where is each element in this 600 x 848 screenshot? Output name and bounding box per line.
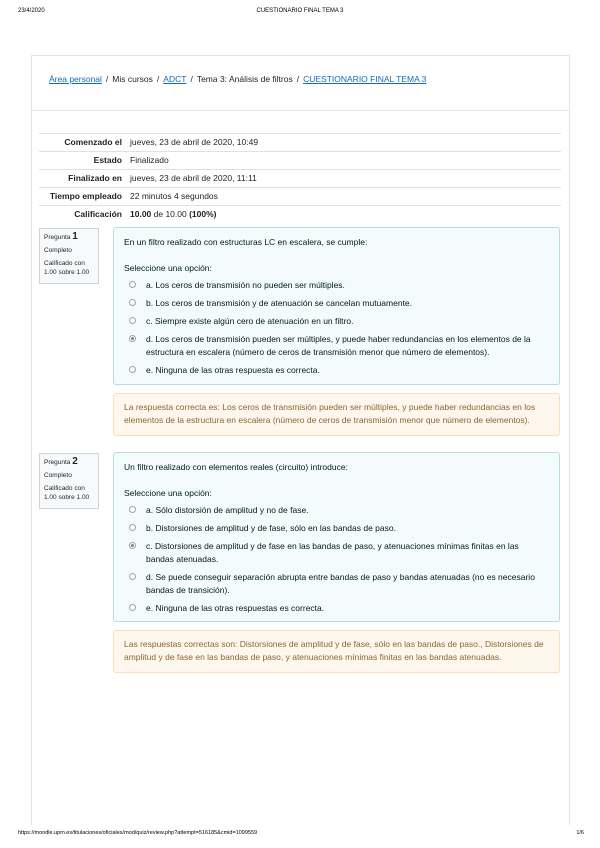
feedback-text: Las respuestas correctas son: Distorsiones de amplitud y de fase, sólo en las bandas de paso., Distorsiones de amplitud y de fase en las bandas de paso, y atenuaciones mínimas finitas en las bandas atenuadas. — [124, 639, 544, 662]
question-text: En un filtro realizado con estructuras LC en escalera, se cumple: — [124, 237, 368, 247]
grade-score: 10.00 — [130, 209, 152, 219]
breadcrumb-course[interactable]: ADCT — [163, 74, 187, 84]
answer-option-label: b. Los ceros de transmisión y de atenuación se cancelan mutuamente. — [146, 298, 413, 308]
print-title: CUESTIONARIO FINAL TEMA 3 — [256, 8, 344, 14]
answer-option-a[interactable] — [124, 279, 549, 292]
attempt-summary-table — [39, 133, 561, 223]
radio-button[interactable] — [129, 317, 136, 324]
breadcrumb-mis-cursos: Mis cursos — [112, 74, 153, 84]
question-number-value: 2 — [72, 456, 78, 467]
answer-option-label: c. Distorsiones de amplitud y de fase en las bandas de paso, y atenuaciones mínimas finitas en las bandas atenuadas. — [146, 541, 519, 564]
radio-button[interactable] — [129, 573, 136, 580]
answer-option-d[interactable] — [124, 571, 549, 597]
summary-row-started — [39, 134, 561, 152]
answer-prompt: Seleccione una opción: — [124, 488, 212, 498]
summary-row-finished — [39, 170, 561, 188]
answer-option-label: c. Siempre existe algún cero de atenuación en un filtro. — [146, 316, 354, 326]
breadcrumb-container — [31, 55, 570, 111]
question-number-value: 1 — [72, 231, 78, 242]
answer-option-label: d. Los ceros de transmisión pueden ser múltiples, y puede haber redundancias en los elementos de la estructura en escalera (número de ceros de transmisión menor que número de elementos). — [146, 334, 531, 357]
summary-value — [126, 206, 561, 224]
answer-option-e[interactable] — [124, 364, 549, 377]
print-url: https://moodle.upm.es/titulaciones/oficiales/mod/quiz/review.php?attempt=516185&cmid=1099559 — [18, 830, 258, 836]
question-text: Un filtro realizado con elementos reales (circuito) introduce: — [124, 462, 348, 472]
question-2-content — [113, 452, 560, 622]
summary-label: Finalizado en — [39, 170, 126, 188]
answer-option-label: b. Distorsiones de amplitud y de fase, sólo en las bandas de paso. — [146, 523, 396, 533]
breadcrumb-tema: Tema 3: Análisis de filtros — [196, 74, 293, 84]
summary-row-grade — [39, 206, 561, 224]
grade-percent: (100%) — [189, 209, 217, 219]
answer-option-b[interactable] — [124, 297, 549, 310]
question-1-feedback — [113, 393, 560, 436]
answer-option-e[interactable] — [124, 602, 549, 615]
answer-option-label: e. Ninguna de las otras respuestas es correcta. — [146, 603, 325, 613]
question-1-info — [39, 228, 99, 284]
summary-row-time — [39, 188, 561, 206]
summary-value: 22 minutos 4 segundos — [126, 188, 561, 206]
question-label: Pregunta — [44, 459, 71, 466]
summary-label: Calificación — [39, 206, 126, 224]
summary-value: jueves, 23 de abril de 2020, 11:11 — [126, 170, 561, 188]
grade-rest: de 10.00 — [151, 209, 190, 219]
breadcrumb: Área personal / Mis cursos / ADCT / Tema 3: Análisis de filtros / CUESTIONARIO FINAL TEMA 3 — [49, 74, 427, 84]
summary-label: Tiempo empleado — [39, 188, 126, 206]
question-label: Pregunta — [44, 234, 71, 241]
radio-button[interactable] — [129, 366, 136, 373]
radio-button[interactable] — [129, 524, 136, 531]
summary-value: Finalizado — [126, 152, 561, 170]
summary-label: Estado — [39, 152, 126, 170]
question-2-feedback — [113, 630, 560, 673]
print-page-number: 1/6 — [576, 830, 584, 836]
answer-option-c[interactable] — [124, 315, 549, 328]
question-number — [44, 232, 94, 242]
radio-button[interactable] — [129, 506, 136, 513]
question-mark: Calificado con 1.00 sobre 1.00 — [44, 485, 90, 501]
breadcrumb-quiz[interactable]: CUESTIONARIO FINAL TEMA 3 — [303, 74, 427, 84]
summary-value: jueves, 23 de abril de 2020, 10:49 — [126, 134, 561, 152]
answer-option-label: e. Ninguna de las otras respuesta es correcta. — [146, 365, 320, 375]
answer-option-b[interactable] — [124, 522, 549, 535]
question-2-info — [39, 453, 99, 509]
radio-button-selected[interactable] — [129, 335, 136, 342]
answer-option-label: d. Se puede conseguir separación abrupta entre bandas de paso y bandas atenuadas (no es necesario bandas de transición). — [146, 572, 535, 595]
answer-option-c[interactable] — [124, 540, 549, 566]
radio-button[interactable] — [129, 299, 136, 306]
answer-option-a[interactable] — [124, 504, 549, 517]
question-mark: Calificado con 1.00 sobre 1.00 — [44, 260, 90, 276]
feedback-text: La respuesta correcta es: Los ceros de transmisión pueden ser múltiples, y puede haber redundancias en los elementos de la estructura en escalera (número de ceros de transmisión menor que número de elementos). — [124, 402, 536, 425]
question-state: Completo — [44, 472, 72, 479]
question-number — [44, 457, 94, 467]
radio-button[interactable] — [129, 281, 136, 288]
print-date: 23/4/2020 — [18, 8, 45, 14]
answer-option-label: a. Los ceros de transmisión no pueden ser múltiples. — [146, 280, 345, 290]
question-state: Completo — [44, 247, 72, 254]
question-1-content — [113, 227, 560, 385]
answer-option-d[interactable] — [124, 333, 549, 359]
radio-button-selected[interactable] — [129, 542, 136, 549]
answer-prompt: Seleccione una opción: — [124, 263, 212, 273]
radio-button[interactable] — [129, 604, 136, 611]
breadcrumb-area-personal[interactable]: Área personal — [49, 74, 102, 84]
summary-label: Comenzado el — [39, 134, 126, 152]
summary-row-state — [39, 152, 561, 170]
answer-option-label: a. Sólo distorsión de amplitud y no de fase. — [146, 505, 309, 515]
